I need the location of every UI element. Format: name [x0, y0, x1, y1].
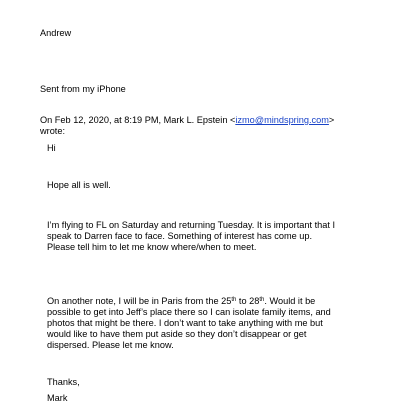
reply-signature-name: Andrew — [40, 28, 72, 38]
sender-email-link[interactable]: izmo@mindspring.com — [235, 115, 329, 125]
para2-text-a: On another note, I will be in Paris from the 25 — [47, 296, 232, 306]
message-para2-line5: dispersed. Please let me know. — [47, 340, 174, 350]
quote-header-wrote: wrote: — [40, 126, 66, 136]
para2-text-c: . Would it be — [264, 296, 316, 306]
sent-from-line: Sent from my iPhone — [40, 84, 126, 94]
message-greeting: Hi — [47, 143, 56, 153]
para2-text-b: to 28 — [236, 296, 260, 306]
message-para2-line4: would like to have them put aside so they don’t disappear or get — [47, 329, 307, 339]
message-para1-line3: Please tell him to let me know where/when to meet. — [47, 242, 257, 252]
para2-superscript-2: th — [259, 297, 265, 303]
quote-header-suffix: > — [328, 115, 335, 125]
message-closing: Thanks, — [47, 377, 80, 387]
message-para2-line1 — [47, 296, 315, 308]
message-para2-line3: photos that might be there. I don’t want to take anything with me but — [47, 318, 323, 328]
quote-header-prefix: On Feb 12, 2020, at 8:19 PM, Mark L. Epstein < — [40, 115, 236, 125]
message-hope: Hope all is well. — [47, 180, 111, 190]
quote-header-line — [40, 115, 334, 127]
message-signoff-partial: Mark — [47, 393, 68, 403]
message-para1-line1: I’m flying to FL on Saturday and returning Tuesday. It is important that I — [47, 220, 336, 230]
para2-superscript-1: th — [231, 297, 237, 303]
message-para2-line2: possible to get into Jeff’s place there so I can isolate family items, and — [47, 307, 331, 317]
message-para1-line2: speak to Darren face to face. Something of interest has come up. — [47, 231, 313, 241]
